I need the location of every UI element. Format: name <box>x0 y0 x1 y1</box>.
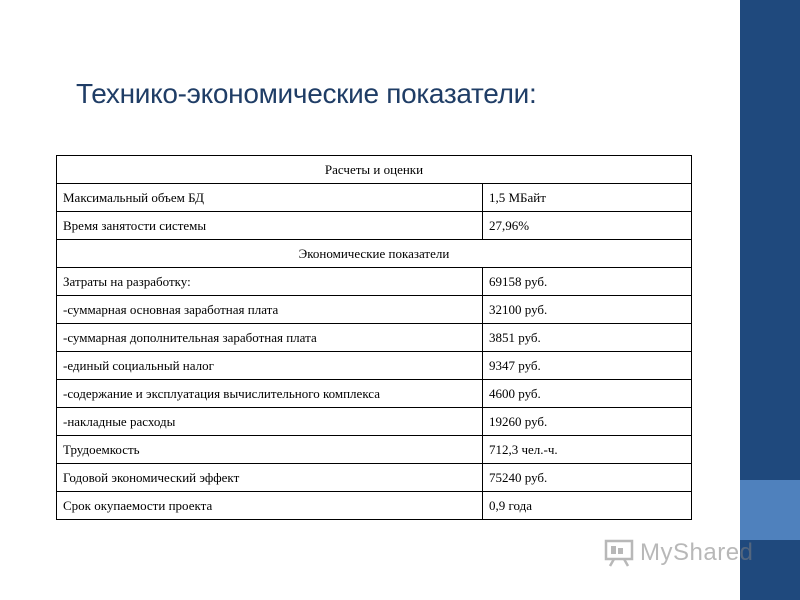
row-value: 75240 руб. <box>482 464 691 492</box>
row-label: Годовой экономический эффект <box>57 464 483 492</box>
section-header-row <box>57 156 692 184</box>
row-value: 712,3 чел.-ч. <box>482 436 691 464</box>
row-label: Срок окупаемости проекта <box>57 492 483 520</box>
row-label: -единый социальный налог <box>57 352 483 380</box>
table-row <box>57 324 692 352</box>
row-value: 1,5 МБайт <box>482 184 691 212</box>
row-label: Максимальный объем БД <box>57 184 483 212</box>
table-row <box>57 492 692 520</box>
table-row <box>57 408 692 436</box>
row-value: 69158 руб. <box>482 268 691 296</box>
row-label: Время занятости системы <box>57 212 483 240</box>
indicators-table <box>56 155 692 520</box>
row-value: 4600 руб. <box>482 380 691 408</box>
row-value: 0,9 года <box>482 492 691 520</box>
row-value: 9347 руб. <box>482 352 691 380</box>
row-value: 27,96% <box>482 212 691 240</box>
presentation-board-icon <box>604 538 634 568</box>
right-band-accent <box>740 480 800 540</box>
row-value: 3851 руб. <box>482 324 691 352</box>
row-label: -содержание и эксплуатация вычислительного комплекса <box>57 380 483 408</box>
watermark-logo <box>604 538 753 568</box>
table-row <box>57 436 692 464</box>
table-row <box>57 296 692 324</box>
row-value: 32100 руб. <box>482 296 691 324</box>
table-row <box>57 268 692 296</box>
table-row <box>57 380 692 408</box>
row-label: Затраты на разработку: <box>57 268 483 296</box>
row-label: -суммарная основная заработная плата <box>57 296 483 324</box>
row-label: Трудоемкость <box>57 436 483 464</box>
slide-title: Технико-экономические показатели: <box>76 78 537 109</box>
row-label: -накладные расходы <box>57 408 483 436</box>
section-header-row <box>57 240 692 268</box>
table-row <box>57 464 692 492</box>
section-header: Расчеты и оценки <box>57 156 692 184</box>
row-label: -суммарная дополнительная заработная плата <box>57 324 483 352</box>
table-row <box>57 212 692 240</box>
watermark-text: MyShared <box>640 539 754 566</box>
row-value: 19260 руб. <box>482 408 691 436</box>
section-header: Экономические показатели <box>57 240 692 268</box>
table-row <box>57 352 692 380</box>
table-row <box>57 184 692 212</box>
